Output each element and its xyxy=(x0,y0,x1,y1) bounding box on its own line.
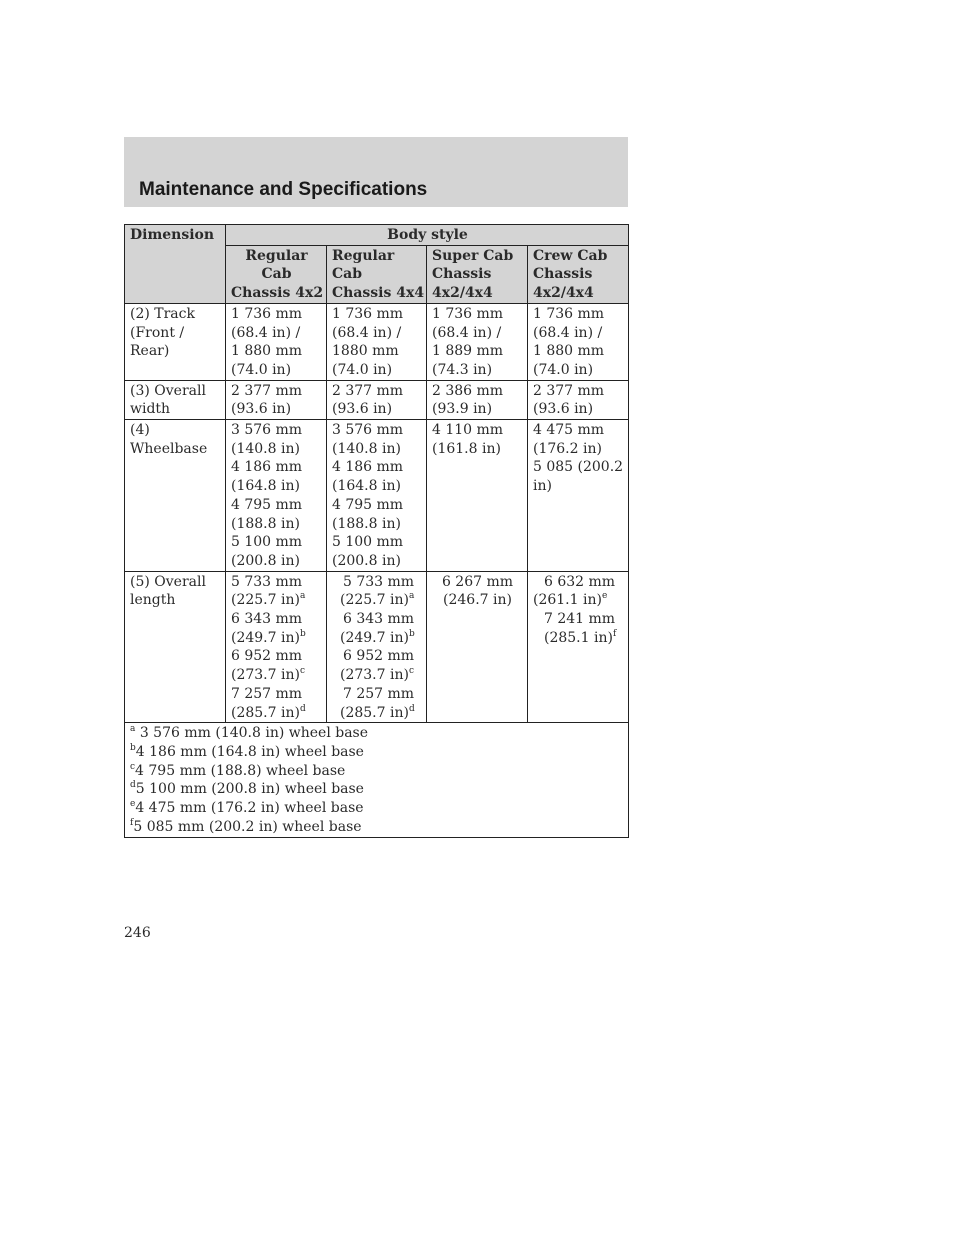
footnote: $^b$4 186 mm (164.8 in) wheel base xyxy=(130,742,364,760)
cell-line: (225.7 in)$^a$ xyxy=(231,591,306,609)
width-regular-4x2 xyxy=(226,380,327,419)
cell-line: (246.7 in) xyxy=(443,592,512,609)
footnotes-row xyxy=(125,723,629,837)
cell-line: (68.4 in) / xyxy=(533,324,603,341)
cell-line: 2 377 mm xyxy=(332,382,404,399)
footnote-mark: f xyxy=(130,817,134,828)
cell-line: 2 377 mm xyxy=(533,382,605,399)
cell-line: 5 100 mm xyxy=(332,534,404,551)
cell-line: 4 186 mm xyxy=(231,459,303,476)
cell-line: 6 952 mm xyxy=(231,648,303,665)
cell-line: (68.4 in) / xyxy=(332,324,402,341)
footnote-mark: b xyxy=(408,628,415,639)
cell-line: Wheelbase xyxy=(130,440,208,457)
cell-line: (3) Overall xyxy=(130,382,206,399)
cell-line: (4) xyxy=(130,422,150,439)
cell-line: 6 632 mm xyxy=(544,573,616,590)
footnote-mark: a xyxy=(408,591,415,602)
section-header-band xyxy=(124,137,628,207)
cell-line: 1 736 mm xyxy=(533,305,605,322)
footnote-mark: e xyxy=(130,799,136,810)
cell-line: (285.7 in)$^d$ xyxy=(340,703,415,721)
page-number: 246 xyxy=(124,925,151,941)
cell-line: (140.8 in) xyxy=(231,440,300,457)
cell-line: 1 889 mm xyxy=(432,343,504,360)
cell-line: (225.7 in)$^a$ xyxy=(340,591,415,609)
footnote: $^e$4 475 mm (176.2 in) wheel base xyxy=(130,799,364,817)
cell-line: 5 733 mm xyxy=(343,573,415,590)
cell-line: (93.6 in) xyxy=(533,401,594,418)
cell-line: (273.7 in)$^c$ xyxy=(340,666,414,684)
cell-line: 5 100 mm xyxy=(231,534,303,551)
footnote-mark: b xyxy=(130,742,136,753)
cell-line: (5) Overall xyxy=(130,573,206,590)
cell-line: (285.1 in)$^f$ xyxy=(544,628,617,646)
cell-line: 3 576 mm xyxy=(332,422,404,439)
width-super-cab xyxy=(427,380,528,419)
width-crew-cab xyxy=(528,380,629,419)
track-regular-4x2 xyxy=(226,303,327,380)
length-crew-cab xyxy=(528,571,629,723)
footnote: $^d$5 100 mm (200.8 in) wheel base xyxy=(130,780,364,798)
cell-line: 2 377 mm xyxy=(231,382,303,399)
table-header-row xyxy=(125,225,629,246)
cell-line: 4 110 mm xyxy=(432,422,504,439)
footnote: $^c$4 795 mm (188.8) wheel base xyxy=(130,761,346,779)
wheelbase-crew-cab xyxy=(528,420,629,572)
cell-line: 4 795 mm xyxy=(231,496,303,513)
cell-line: 1 736 mm xyxy=(432,305,504,322)
cell-line: length xyxy=(130,592,176,609)
cell-line: (176.2 in) xyxy=(533,440,602,457)
cell-line: 2 386 mm xyxy=(432,382,504,399)
body-style-crew-cab: Crew Cab Chassis 4x2/4x4 xyxy=(528,245,629,303)
cell-line: (74.0 in) xyxy=(533,361,594,378)
body-style-regular-cab-4x2: Regular Cab Chassis 4x2 xyxy=(226,245,327,303)
cell-line: (164.8 in) xyxy=(332,478,401,495)
length-regular-4x4 xyxy=(327,571,427,723)
footnote-mark: c xyxy=(408,666,414,677)
cell-line: 1880 mm xyxy=(332,343,399,360)
width-regular-4x4 xyxy=(327,380,427,419)
cell-line: (140.8 in) xyxy=(332,440,401,457)
cell-line: (68.4 in) / xyxy=(432,324,502,341)
body-style-regular-cab-4x4: Regular Cab Chassis 4x4 xyxy=(327,245,427,303)
footnote-mark: f xyxy=(612,628,617,639)
footnote-mark: d xyxy=(299,703,306,714)
footnote-mark: b xyxy=(299,628,306,639)
wheelbase-super-cab xyxy=(427,420,528,572)
cell-line: 6 952 mm xyxy=(343,648,415,665)
table-row xyxy=(125,380,629,419)
cell-line: (161.8 in) xyxy=(432,440,501,457)
cell-line: (93.6 in) xyxy=(332,401,393,418)
footnote-mark: c xyxy=(130,761,136,772)
footnote-mark: d xyxy=(408,703,415,714)
dimensions-table xyxy=(124,224,629,838)
row-label-wheelbase xyxy=(125,420,226,572)
cell-line: 1 880 mm xyxy=(533,343,605,360)
wheelbase-regular-4x4 xyxy=(327,420,427,572)
cell-line: 5 733 mm xyxy=(231,573,303,590)
cell-line: (285.7 in)$^d$ xyxy=(231,703,306,721)
cell-line: 3 576 mm xyxy=(231,422,303,439)
table-row xyxy=(125,303,629,380)
footnote-mark: d xyxy=(130,780,136,791)
cell-line: (93.6 in) xyxy=(231,401,292,418)
cell-line: (68.4 in) / xyxy=(231,324,301,341)
cell-line: (273.7 in)$^c$ xyxy=(231,666,305,684)
cell-line: 4 795 mm xyxy=(332,496,404,513)
cell-line: 7 257 mm xyxy=(343,685,415,702)
cell-line: (164.8 in) xyxy=(231,478,300,495)
cell-line: 6 267 mm xyxy=(441,573,514,590)
footnote-mark: a xyxy=(130,724,136,735)
cell-line: (249.7 in)$^b$ xyxy=(231,628,306,646)
cell-line: 1 736 mm xyxy=(332,305,404,322)
cell-line: (200.8 in) xyxy=(332,552,401,569)
cell-line: (249.7 in)$^b$ xyxy=(340,628,415,646)
cell-line: (188.8 in) xyxy=(231,515,300,532)
track-regular-4x4 xyxy=(327,303,427,380)
footnote: $^a$ 3 576 mm (140.8 in) wheel base xyxy=(130,724,369,742)
footnote-mark: c xyxy=(299,666,305,677)
cell-line: (200.8 in) xyxy=(231,552,300,569)
dimension-header: Dimension xyxy=(125,225,226,304)
cell-line: 1 880 mm xyxy=(231,343,303,360)
cell-line: 4 475 mm xyxy=(533,422,605,439)
footnote-mark: a xyxy=(299,591,306,602)
cell-line: (261.1 in)$^e$ xyxy=(533,591,608,609)
wheelbase-regular-4x2 xyxy=(226,420,327,572)
cell-line: 6 343 mm xyxy=(231,611,303,628)
length-super-cab xyxy=(427,571,528,723)
row-label-track xyxy=(125,303,226,380)
cell-line: (74.0 in) xyxy=(332,361,393,378)
cell-line: (Front / xyxy=(130,324,185,341)
cell-line: (74.0 in) xyxy=(231,361,292,378)
cell-line: 5 085 (200.2 xyxy=(533,459,624,476)
cell-line: 7 241 mm xyxy=(544,611,616,628)
cell-line: Rear) xyxy=(130,343,170,360)
footnote-mark: e xyxy=(601,591,608,602)
row-label-length xyxy=(125,571,226,723)
section-title: Maintenance and Specifications xyxy=(139,179,428,200)
cell-line: 7 257 mm xyxy=(231,685,303,702)
track-crew-cab xyxy=(528,303,629,380)
cell-line: in) xyxy=(533,478,552,495)
body-style-super-cab: Super Cab Chassis 4x2/4x4 xyxy=(427,245,528,303)
body-style-header: Body style xyxy=(226,225,629,246)
row-label-width xyxy=(125,380,226,419)
footnote: $^f$5 085 mm (200.2 in) wheel base xyxy=(130,817,362,835)
cell-line: (188.8 in) xyxy=(332,515,401,532)
length-regular-4x2 xyxy=(226,571,327,723)
cell-line: 6 343 mm xyxy=(343,611,415,628)
track-super-cab xyxy=(427,303,528,380)
table-row xyxy=(125,420,629,572)
cell-line: (93.9 in) xyxy=(432,401,493,418)
cell-line: (2) Track xyxy=(130,305,195,322)
cell-line: width xyxy=(130,401,171,418)
cell-line: (74.3 in) xyxy=(432,361,493,378)
table-row xyxy=(125,571,629,723)
footnotes xyxy=(125,723,629,837)
cell-line: 4 186 mm xyxy=(332,459,404,476)
cell-line: 1 736 mm xyxy=(231,305,303,322)
